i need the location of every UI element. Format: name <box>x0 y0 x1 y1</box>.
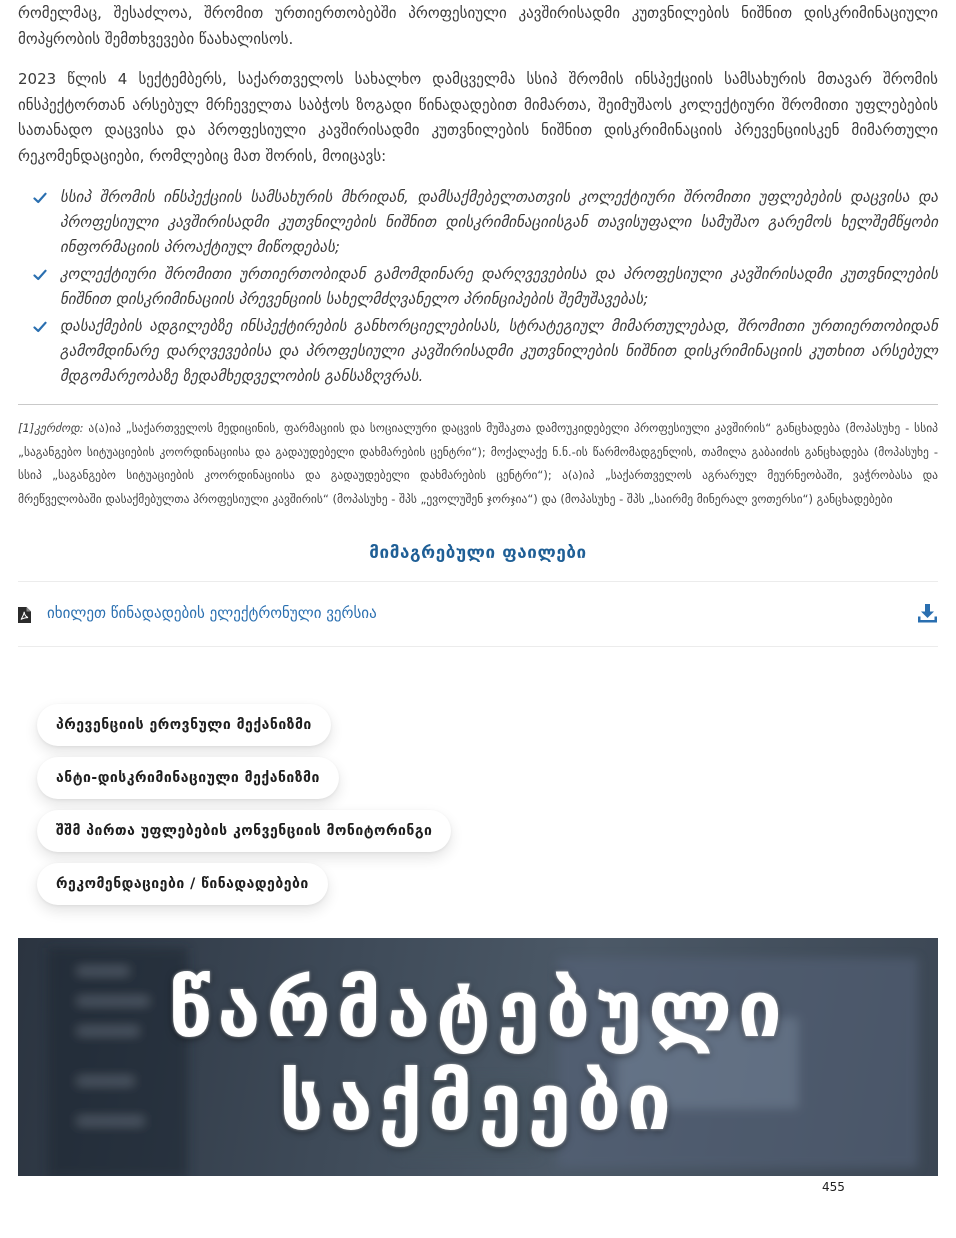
checkmark-icon <box>33 192 47 204</box>
list-item-text: კოლექტიური შრომითი ურთიერთობიდან გამომდინარე დარღვევებისა და პროფესიული კავშირისადმი კუთვნილების ნიშნით დისკრიმინაციის პრევენციის სახელმძღვანელო პრინციპების შემუშავებას; <box>60 265 938 308</box>
paragraph-intro: რომელმაც, შესაძლოა, შრომით ურთიერთობებში პროფესიული კავშირისადმი კუთვნილების ნიშნით დისკრიმინაციული მოპყრობის შემთხვევები წაახალისოს. <box>18 4 938 48</box>
mechanism-nav <box>37 704 451 916</box>
page-number: 455 <box>822 1180 845 1194</box>
nav-pill-anti-discrimination[interactable]: ანტი-დისკრიმინაციული მექანიზმი <box>37 757 339 799</box>
success-stories-banner[interactable] <box>18 938 938 1176</box>
banner-title-line2: საქმეები <box>279 1058 677 1148</box>
checkmark-icon <box>33 269 47 281</box>
file-row[interactable] <box>18 581 938 647</box>
list-item-text: სსიპ შრომის ინსპექციის სამსახურის მხრიდან, დამსაქმებელთათვის კოლექტიური შრომითი უფლებების დაცვისა და პროფესიული კავშირისადმი კუთვნილების ნიშნით დისკრიმინაციისგან თავისუფალი სამუშაო გარემოს ხელშემწყობი ინფორმაციის პროაქტიულ მიწოდებას; <box>60 188 938 256</box>
banner-title-line1: წარმატებული <box>168 965 788 1055</box>
checkmark-icon <box>33 321 47 333</box>
attached-files-title: მიმაგრებული ფაილები <box>369 543 587 563</box>
list-item-text: დასაქმების ადგილებზე ინსპექტირების განხორციელებისას, სტრატეგიულ მიმართულებად, შრომითი ურთიერთობიდან გამომდინარე დარღვევებისა და პროფესიული კავშირისადმი კუთვნილების ნიშნით დისკრიმინაციის კუთხით არსებულ მდგომარეობაზე ზედამხედველობის განსაზღვრას. <box>60 317 938 385</box>
nav-pill-disability-convention[interactable]: შშმ პირთა უფლებების კონვენციის მონიტორინგი <box>37 810 451 852</box>
download-icon[interactable] <box>918 604 937 623</box>
paragraph-proposal: 2023 წლის 4 სექტემბერს, საქართველოს სახალხო დამცველმა სსიპ შრომის ინსპექციის სამსახურის მთავარ შრომის ინსპექტორთან არსებულ მრჩეველთა საბჭოს ზოგადი წინადადებით მიმართა, შეიმუშაოს კოლექტიური შრომითი უფლებების სათანადო დაცვისა და პროფესიული კავშირისადმი კუთვნილების ნიშნით დისკრიმინაციის პრევენციისკენ მიმართული რეკომენდაციები, რომლებიც მათ შორის, მოიცავს: <box>18 70 938 165</box>
list-item <box>18 314 938 389</box>
article-content <box>18 0 938 647</box>
file-link[interactable]: იხილეთ წინადადების ელექტრონული ვერსია <box>47 604 377 622</box>
pdf-file-icon <box>18 607 31 623</box>
list-item <box>18 262 938 312</box>
nav-pill-recommendations[interactable]: რეკომენდაციები / წინადადებები <box>37 863 328 905</box>
nav-pill-prevention-mechanism[interactable]: პრევენციის ეროვნული მექანიზმი <box>37 704 331 746</box>
footnote <box>18 417 938 511</box>
footnote-label: [1]კერძოდ: <box>18 421 84 435</box>
recommendation-list <box>18 185 938 389</box>
footnote-text: ა(ა)იპ „საქართველოს მედიცინის, ფარმაციის და სოციალური დაცვის მუშაკთა დამოუკიდებელი პროფესიული კავშირის“ განცხადება (მოპასუხე - სსიპ „საგანგებო სიტუაციების კოორდინაციისა და გადაუდებელი დახმარების ცენტრი“); მოქალაქე ნ.ნ.-ის წარმომადგენლის, თამილა გაბაიძის განცხადება (მოპასუხე - სსიპ „საგანგებო სიტუაციების კოორდინაციისა და გადაუდებელი დახმარების ცენტრი“); ა(ა)იპ „საქართველოს აგრარულ მეურნეობაში, ვაჭრობასა და მრეწველობაში დასაქმებულთა პროფესიული კავშირის“ (მოპასუხე - შპს „ევოლუშენ ჯორჯია“) და (მოპასუხე - შპს „საირმე მინერალ ვოთერსი“) განცხადებები <box>18 421 938 506</box>
list-item <box>18 185 938 260</box>
section-divider <box>18 404 938 405</box>
